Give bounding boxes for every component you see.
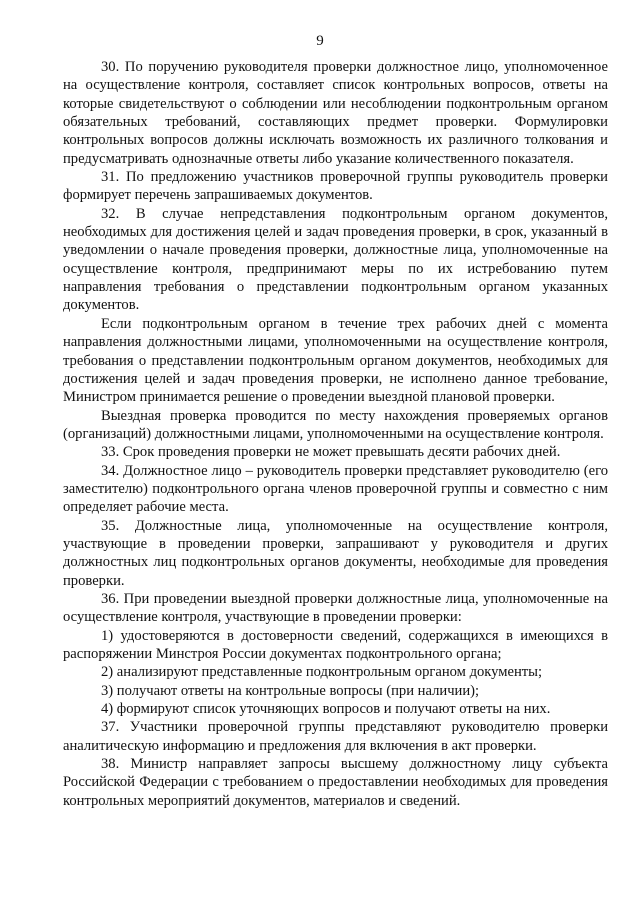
paragraph-36-item-1: 1) удостоверяются в достоверности сведений, содержащихся в имеющихся в распоряжении Минстроя России документах подконтрольного органа; xyxy=(63,627,608,662)
paragraph-34: 34. Должностное лицо – руководитель проверки представляет руководителю (его заместителю) подконтрольного органа членов проверочной группы и совместно с ним определяет рабочие места. xyxy=(63,462,608,516)
paragraph-37: 37. Участники проверочной группы представляют руководителю проверки аналитическую информацию и предложения для включения в акт проверки. xyxy=(63,719,608,754)
paragraph-35: 35. Должностные лица, уполномоченные на осуществление контроля, участвующие в проведении проверки, запрашивают у руководителя и других должностных лиц подконтрольных органов документы, необходимые для проведения проверки. xyxy=(63,517,608,589)
paragraph-33: 33. Срок проведения проверки не может превышать десяти рабочих дней. xyxy=(101,444,561,461)
paragraph-38: 38. Министр направляет запросы высшему должностному лицу субъекта Российской Федерации с требованием о предоставлении необходимых для проведения контрольных мероприятий документов, материалов и сведений. xyxy=(63,756,608,809)
paragraph-31: 31. По предложению участников проверочной группы руководитель проверки формирует перечень запрашиваемых документов. xyxy=(63,169,608,204)
paragraph-36: 36. При проведении выездной проверки должностные лица, уполномоченные на осуществление контроля, участвующие в проведении проверки: xyxy=(63,590,608,626)
paragraph-30: 30. По поручению руководителя проверки должностное лицо, уполномоченное на осуществление контроля, составляет список контрольных вопросов, ответы на которые свидетельствуют о соблюдении или несоблюдении подконтрольным органом обязательных требований, составляющих предмет проверки. Формулировки контрольных вопросов должны исключать возможность их различного толкования и предусматривать однозначные ответы либо указание количественного показателя. xyxy=(63,59,608,167)
page-number: 9 xyxy=(316,33,324,49)
paragraph-36-item-2: 2) анализируют представленные подконтрольным органом документы; xyxy=(101,664,543,681)
paragraph-32-continued: Если подконтрольным органом в течение трех рабочих дней с момента направления должностными лицами, уполномоченными на осуществление контроля, требования о представлении подконтрольным органом документов, необходимых для достижения целей и задач проведения проверки, не исполнено данное требование, Министром принимается решение о проведении выездной плановой проверки. xyxy=(63,315,608,406)
paragraph-36-item-4: 4) формируют список уточняющих вопросов и получают ответы на них. xyxy=(101,701,551,718)
paragraph-36-item-3: 3) получают ответы на контрольные вопросы (при наличии); xyxy=(101,682,480,699)
paragraph-32: 32. В случае непредставления подконтрольным органом документов, необходимых для достижения целей и задач проведения проверки, в срок, указанный в уведомлении о начале проведения проверки, должностные лица, уполномоченные на осуществление контроля, предпринимают меры по их истребованию путем направления требования о представлении подконтрольным органом указанных документов. xyxy=(63,205,608,314)
paragraph-32-onsite: Выездная проверка проводится по месту нахождения проверяемых органов (организаций) должностными лицами, уполномоченными на осуществление контроля. xyxy=(63,407,608,442)
document-body xyxy=(63,58,608,810)
